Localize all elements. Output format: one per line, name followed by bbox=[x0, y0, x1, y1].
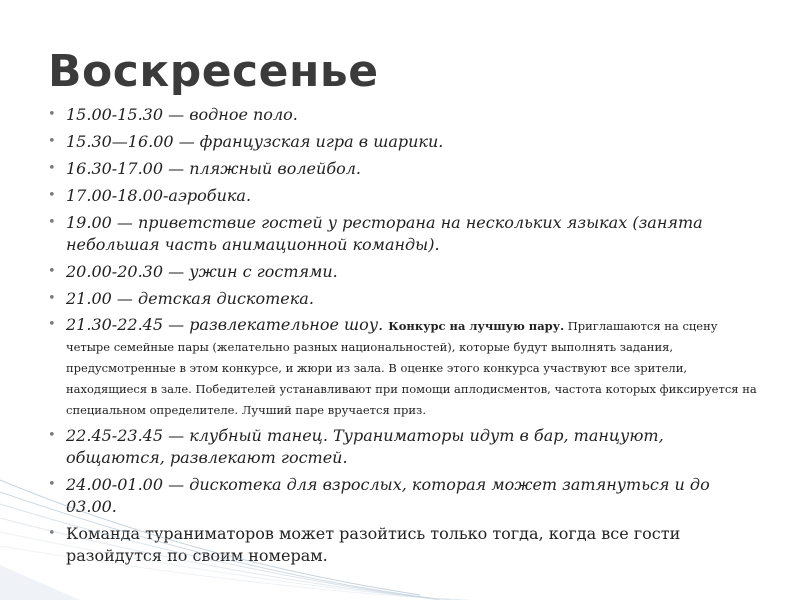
bullet-icon: • bbox=[48, 526, 56, 541]
item-text: 24.00-01.00 — дискотека для взрослых, которая может затянуться и до 03.00. bbox=[66, 475, 710, 516]
contest-name: Конкурс на лучшую пару. bbox=[388, 319, 565, 333]
item-text: 17.00-18.00-аэробика. bbox=[66, 186, 252, 205]
item-text: 15.30—16.00 — французская игра в шарики. bbox=[66, 132, 444, 151]
item-text: 16.30-17.00 — пляжный волейбол. bbox=[66, 159, 361, 178]
bullet-icon: • bbox=[48, 188, 56, 203]
contest-description: Приглашаются на сцену четыре семейные пары (желательно разных национальностей), которые будут выполнять задания, предусмотренные в этом конкурсе, и жюри из зала. В оценке этого конкурса участвуют все зрители, находящиеся в зале. Победителей устанавливают при помощи аплодисментов, частота которых фиксируется на специальном определителе. Лучший паре вручается приз. bbox=[66, 319, 757, 417]
item-text: 15.00-15.30 — водное поло. bbox=[66, 105, 298, 124]
list-item bbox=[48, 474, 760, 518]
list-item bbox=[48, 288, 760, 310]
item-text: Команда тураниматоров может разойтись только тогда, когда все гости разойдутся по своим номерам. bbox=[66, 524, 681, 565]
bullet-icon: • bbox=[48, 477, 56, 492]
bullet-icon: • bbox=[48, 264, 56, 279]
list-item bbox=[48, 131, 760, 153]
list-item bbox=[48, 261, 760, 283]
item-text: 22.45-23.45 — клубный танец. Тураниматоры идут в бар, танцуют, общаются, развлекают гостей. bbox=[66, 426, 664, 467]
bullet-icon: • bbox=[48, 291, 56, 306]
list-item bbox=[48, 212, 760, 256]
item-text: 20.00-20.30 — ужин с гостями. bbox=[66, 262, 338, 281]
slide-title: Воскресенье bbox=[48, 46, 379, 97]
list-item bbox=[48, 315, 760, 420]
list-item bbox=[48, 158, 760, 180]
bullet-icon: • bbox=[48, 317, 56, 332]
bullet-icon: • bbox=[48, 428, 56, 443]
bullet-icon: • bbox=[48, 107, 56, 122]
bullet-icon: • bbox=[48, 215, 56, 230]
list-item bbox=[48, 425, 760, 469]
bullet-icon: • bbox=[48, 134, 56, 149]
list-item bbox=[48, 185, 760, 207]
list-item bbox=[48, 523, 760, 567]
list-item bbox=[48, 104, 760, 126]
schedule-list bbox=[48, 104, 760, 572]
item-text: 19.00 — приветствие гостей у ресторана на нескольких языках (занята небольшая часть анимационной команды). bbox=[66, 213, 703, 254]
bullet-icon: • bbox=[48, 161, 56, 176]
item-text: 21.30-22.45 — развлекательное шоу. bbox=[66, 315, 389, 334]
item-text: 21.00 — детская дискотека. bbox=[66, 289, 314, 308]
